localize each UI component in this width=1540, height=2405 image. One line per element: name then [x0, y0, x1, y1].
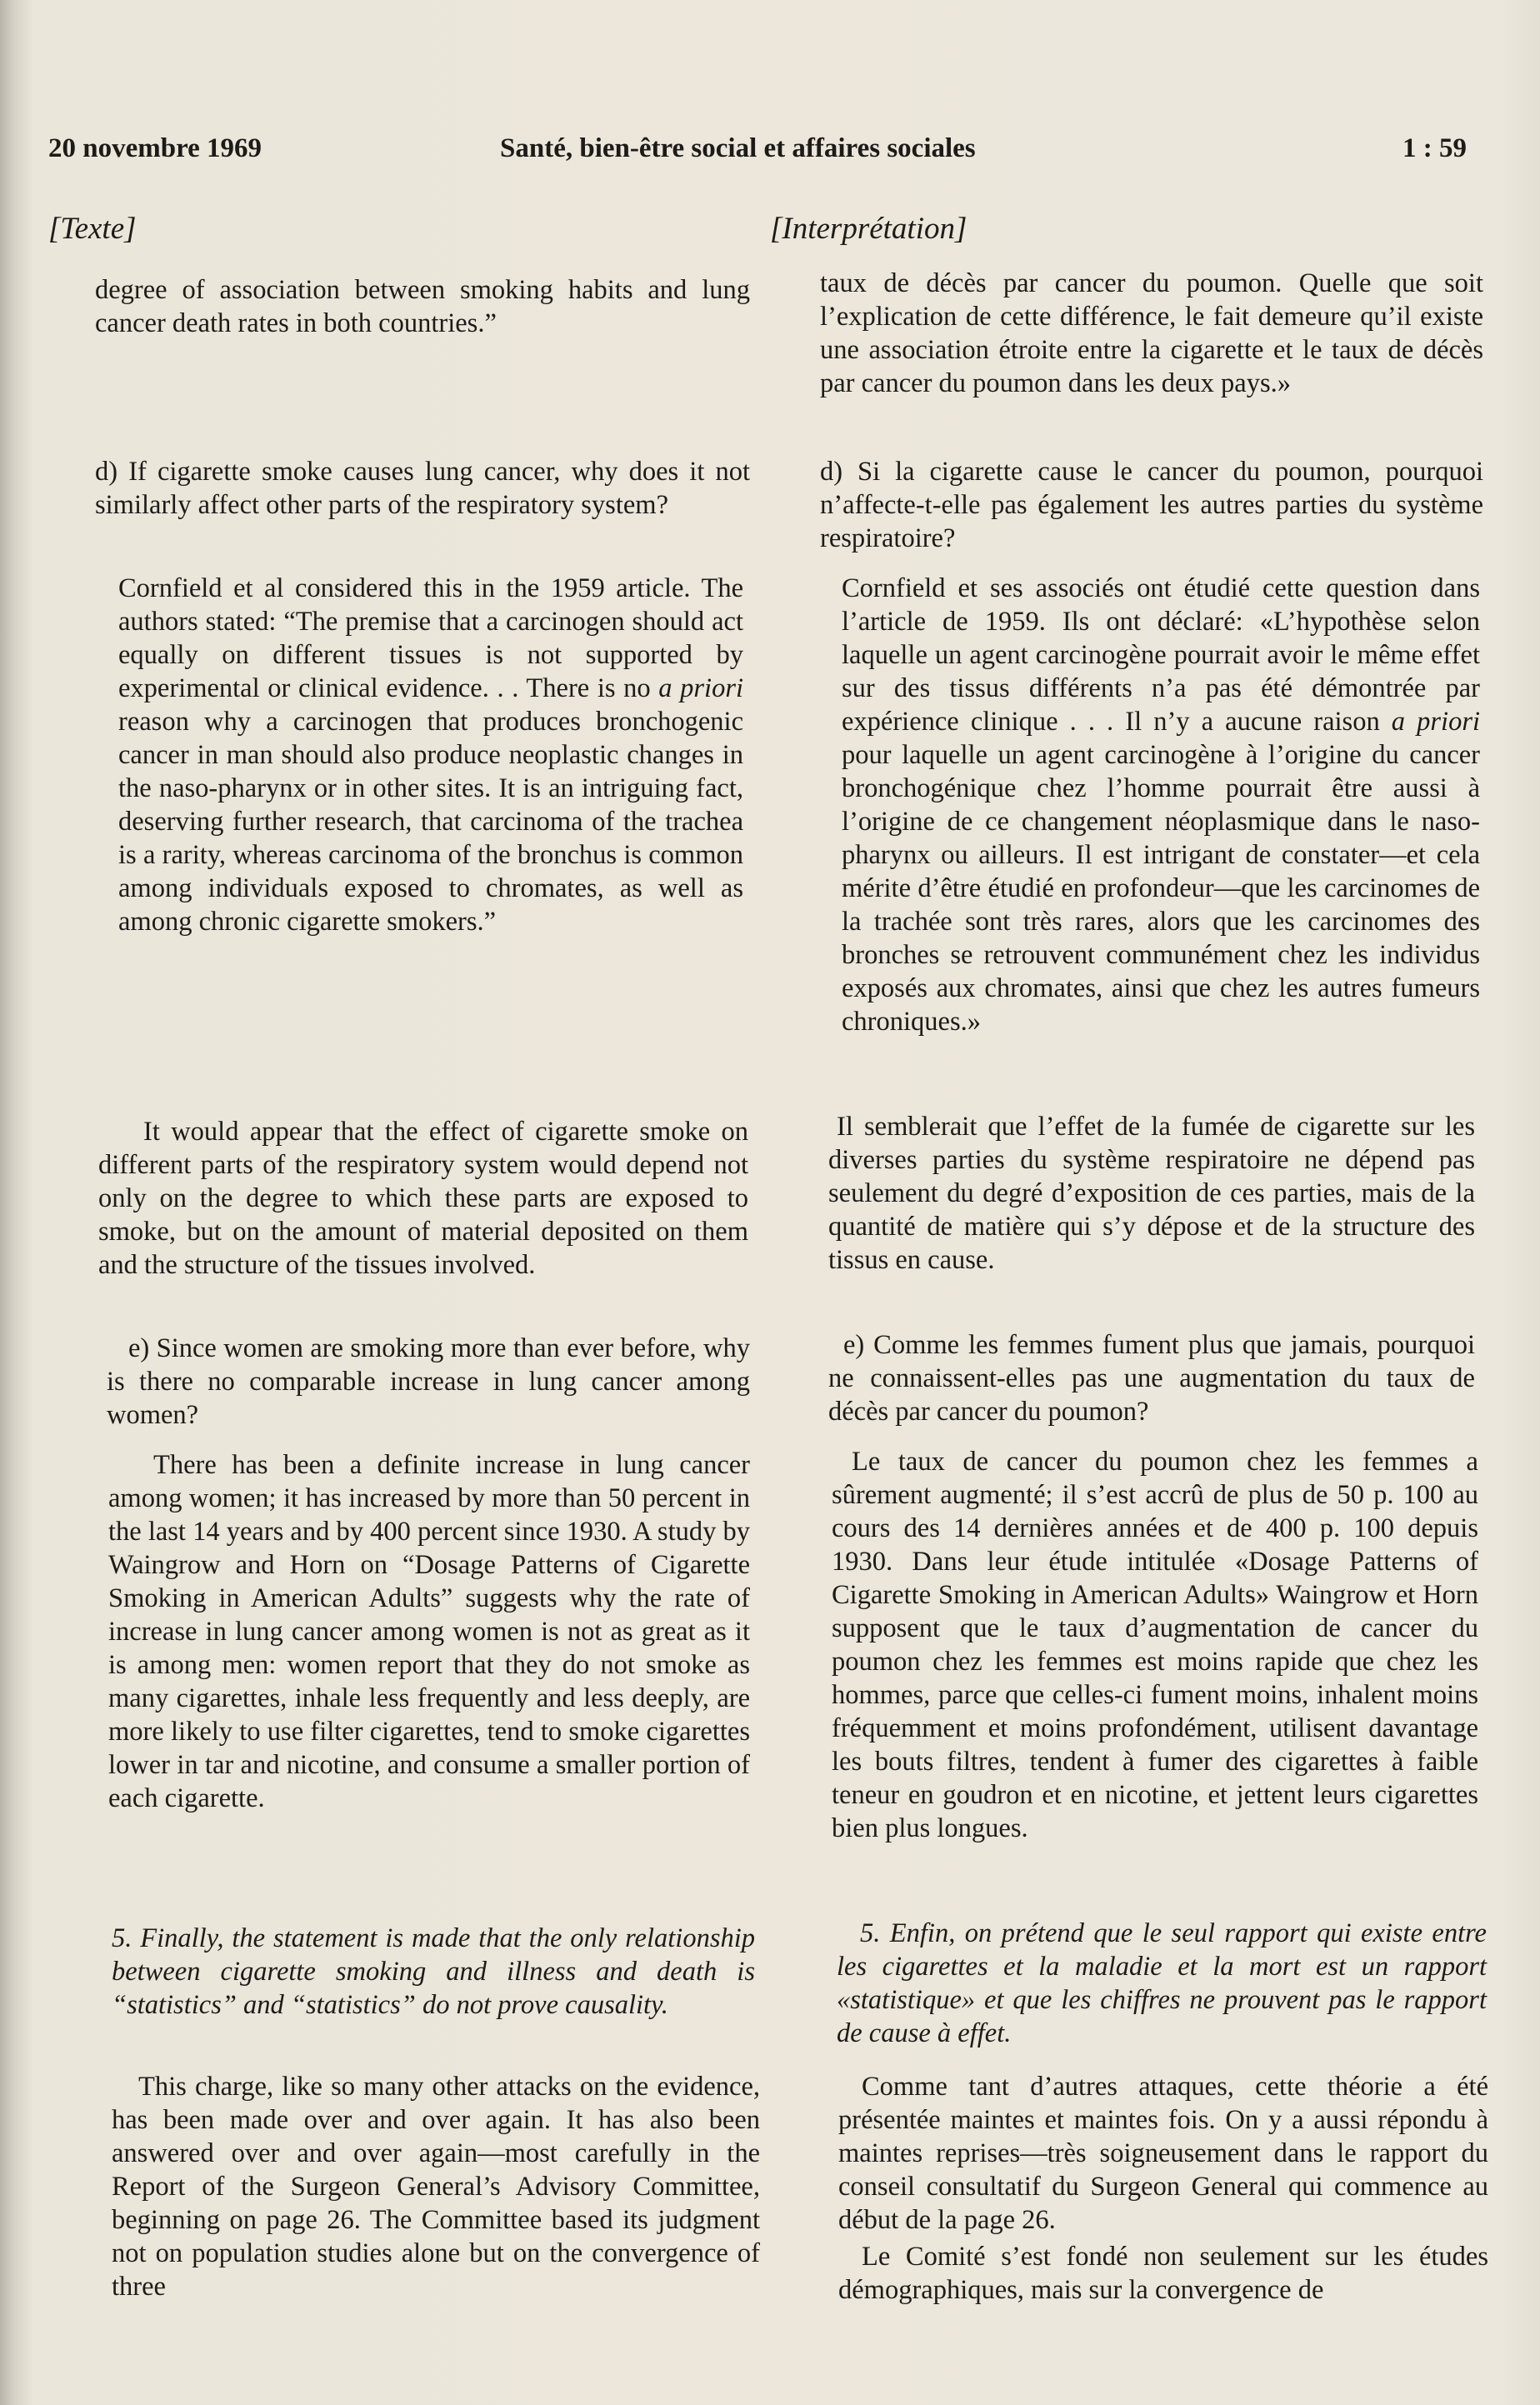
right-paragraph-7	[837, 1917, 1487, 2050]
left-p1-text: degree of association between smoking habits and lung cancer death rates in both countries.”	[95, 275, 750, 338]
header-title: Santé, bien-être social et affaires sociales	[500, 133, 976, 163]
right-p3-part-a: Cornfield et ses associés ont étudié cette question dans l’article de 1959. Ils ont déclaré: «L’hypothèse selon laquelle un agent carcinogène pourrait avoir le même effet sur des tissus différents n’a pas été démontrée par expérience clinique . . . Il n’y a aucune raison	[842, 573, 1480, 737]
right-paragraph-1	[820, 267, 1483, 400]
left-paragraph-4	[98, 1115, 748, 1282]
right-paragraph-4	[828, 1110, 1475, 1277]
left-paragraph-3	[118, 572, 743, 938]
right-p7-text: 5. Enfin, on prétend que le seul rapport qui existe entre les cigarettes et la maladie et la mort est un rapport «statistique» et que les chiffres ne prouvent pas le rapport de cause à effet.	[837, 1918, 1487, 2048]
left-p8-text: This charge, like so many other attacks on the evidence, has been made over and over again. It has also been answered over and over again—most carefully in the Report of the Surgeon General’s Advisory Committee, beginning on page 26. The Committee based its judgment not on population studies alone but on the convergence of three	[112, 2072, 760, 2302]
right-p5-text: e) Comme les femmes fument plus que jamais, pourquoi ne connaissent-elles pas une augmentation du taux de décès par cancer du poumon?	[828, 1330, 1475, 1427]
left-p7-text: 5. Finally, the statement is made that the only relationship between cigarette smoking and illness and death is “statistics” and “statistics” do not prove causality.	[112, 1923, 755, 2020]
right-paragraph-6	[832, 1445, 1478, 1845]
right-p9-text: Le Comité s’est fondé non seulement sur les études démographiques, mais sur la convergence de	[838, 2242, 1488, 2305]
left-paragraph-8	[112, 2070, 760, 2303]
page-header	[48, 133, 1467, 175]
right-paragraph-8	[838, 2070, 1488, 2237]
right-paragraph-3	[842, 572, 1480, 1038]
right-p1-text: taux de décès par cancer du poumon. Quelle que soit l’explication de cette différence, le fait demeure qu’il existe une association étroite entre la cigarette et le taux de décès par cancer du poumon dans les deux pays.»	[820, 268, 1483, 398]
page-number: 1 : 59	[1402, 133, 1467, 163]
left-paragraph-6	[108, 1448, 750, 1815]
left-paragraph-7	[112, 1922, 755, 2022]
right-p6-text: Le taux de cancer du poumon chez les femmes a sûrement augmenté; il s’est accrû de plus de 50 p. 100 au cours des 14 dernières années et de 400 p. 100 depuis 1930. Dans leur étude intitulée «Dosage Patterns of Cigarette Smoking in American Adults» Waingrow et Horn supposent que le taux d’augmentation de cancer du poumon chez les femmes est moins rapide que chez les hommes, parce que celles-ci fument moins, inhalent moins fréquemment et moins profondément, utilisent davantage les bouts filtres, tendent à fumer des cigarettes à faible teneur en goudron et en nicotine, et jettent leurs cigarettes bien plus longues.	[832, 1447, 1478, 1843]
left-p6-text: There has been a definite increase in lung cancer among women; it has increased by more than 50 percent in the last 14 years and by 400 percent since 1930. A study by Waingrow and Horn on “Dosage Patterns of Cigarette Smoking in American Adults” suggests why the rate of increase in lung cancer among women is not as great as it is among men: women report that they do not smoke as many cigarettes, inhale less frequently and less deeply, are more likely to use filter cigarettes, tend to smoke cigarettes lower in tar and nicotine, and consume a smaller portion of each cigarette.	[108, 1450, 750, 1813]
left-p3-part-a: Cornfield et al considered this in the 1959 article. The authors stated: “The premise that a carcinogen should act equally on different tissues is not supported by experimental or clinical evidence. . . There is no	[118, 573, 743, 703]
right-paragraph-9	[838, 2240, 1488, 2307]
header-date: 20 novembre 1969	[48, 133, 262, 163]
section-tag-texte: [Texte]	[48, 212, 137, 246]
right-paragraph-5	[828, 1328, 1475, 1428]
right-p3-part-b: pour laquelle un agent carcinogène à l’origine du cancer bronchogénique chez l’homme pourrait être aussi à l’origine de ce changement néoplasmique dans le naso-pharynx ou ailleurs. Il est intrigant de constater—et cela mérite d’être étudié en profondeur—que les carcinomes de la trachée sont très rares, alors que les carcinomes des bronches se retrouvent communément chez les individus exposés aux chromates, ainsi que chez les autres fumeurs chroniques.»	[842, 740, 1480, 1037]
left-p3-italic: a priori	[658, 673, 744, 703]
left-paragraph-1	[95, 273, 750, 340]
left-paragraph-5	[107, 1332, 750, 1432]
right-paragraph-2	[820, 455, 1483, 555]
right-p4-text: Il semblerait que l’effet de la fumée de cigarette sur les diverses parties du système respiratoire ne dépend pas seulement du degré d’exposition de ces parties, mais de la quantité de matière qui s’y dépose et de la structure des tissus en cause.	[828, 1112, 1475, 1275]
left-p2-text: d) If cigarette smoke causes lung cancer, why does it not similarly affect other parts of the respiratory system?	[95, 457, 750, 520]
right-p8-text: Comme tant d’autres attaques, cette théorie a été présentée maintes et maintes fois. On y a aussi répondu à maintes reprises—très soigneusement dans le rapport du conseil consultatif du Surgeon General qui commence au début de la page 26.	[838, 2072, 1488, 2235]
right-p2-text: d) Si la cigarette cause le cancer du poumon, pourquoi n’affecte-t-elle pas également les autres parties du système respiratoire?	[820, 457, 1483, 553]
right-p3-text	[842, 572, 1480, 1038]
left-p5-text: e) Since women are smoking more than ever before, why is there no comparable increase in lung cancer among women?	[107, 1333, 750, 1430]
left-p4-text: It would appear that the effect of cigarette smoke on different parts of the respiratory system would depend not only on the degree to which these parts are exposed to smoke, but on the amount of material deposited on them and the structure of the tissues involved.	[98, 1117, 748, 1280]
left-paragraph-2	[95, 455, 750, 522]
left-p3-text	[118, 572, 743, 938]
left-p3-part-b: reason why a carcinogen that produces bronchogenic cancer in man should also produce neoplastic changes in the naso-pharynx or in other sites. It is an intriguing fact, deserving further research, that carcinoma of the trachea is a rarity, whereas carcinoma of the bronchus is common among individuals exposed to chromates, as well as among chronic cigarette smokers.”	[118, 707, 743, 937]
right-p3-italic: a priori	[1391, 707, 1480, 737]
section-tag-interpretation: [Interprétation]	[770, 212, 968, 246]
